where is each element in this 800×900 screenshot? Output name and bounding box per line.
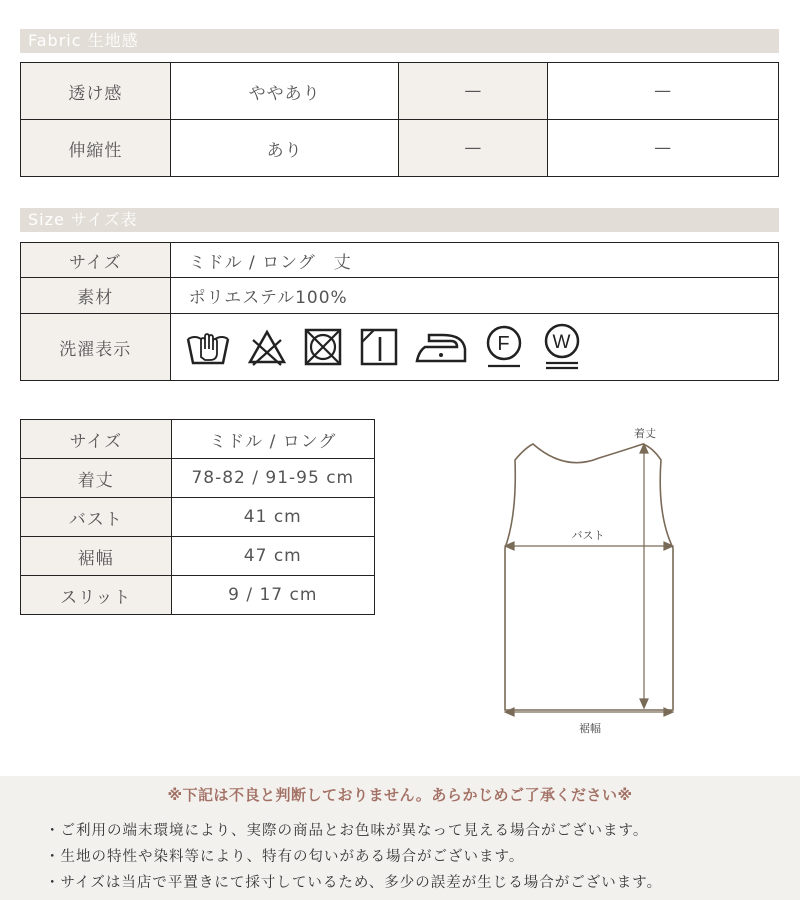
spec-label: 着丈 (21, 459, 172, 498)
fabric-cell: — (548, 120, 779, 177)
fabric-cell: — (399, 120, 548, 177)
spec-value: 78-82 / 91-95 cm (171, 459, 374, 498)
fabric-cell: — (548, 63, 779, 120)
diagram-length-label: 着丈 (634, 427, 656, 440)
fabric-section-header: Fabric 生地感 (20, 29, 779, 53)
fabric-table (20, 62, 779, 177)
material-label: 素材 (21, 278, 171, 314)
spec-label: 裾幅 (21, 537, 172, 576)
size-label: サイズ (21, 243, 171, 278)
spec-value: ミドル / ロング (171, 420, 374, 459)
diagram-bust-label: バスト (571, 529, 605, 542)
low-iron-icon (415, 327, 467, 367)
table-row (21, 498, 375, 537)
table-row (21, 243, 779, 278)
diagram-hem-label: 裾幅 (579, 722, 601, 735)
table-row (21, 537, 375, 576)
no-tumble-dry-icon (303, 327, 343, 367)
fabric-label-sheerness: 透け感 (21, 63, 171, 120)
table-row (21, 459, 375, 498)
spec-label: スリット (21, 576, 172, 615)
table-row (21, 420, 375, 459)
notes-title: ※下記は不良と判断しておりません。あらかじめご了承ください※ (167, 786, 633, 804)
no-bleach-icon (247, 328, 287, 366)
notes-section (0, 776, 800, 900)
size-info-table (20, 242, 779, 381)
fabric-cell: — (399, 63, 548, 120)
care-letter-f: F (496, 333, 511, 355)
fabric-label-stretch: 伸縮性 (21, 120, 171, 177)
size-value: ミドル / ロング 丈 (170, 243, 778, 278)
size-section-header: Size サイズ表 (20, 208, 779, 232)
material-value: ポリエステル100% (170, 278, 778, 314)
list-item: ・ご利用の端末環境により、実際の商品とお色味が異なって見える場合がございます。 (45, 823, 649, 839)
line-dry-shade-icon (359, 327, 399, 367)
table-row (21, 314, 779, 381)
garment-outline (505, 444, 673, 710)
table-row (21, 63, 779, 120)
size-spec-table (20, 419, 375, 615)
fabric-value-stretch: あり (170, 120, 399, 177)
spec-label: サイズ (21, 420, 172, 459)
care-icons-cell (170, 314, 778, 381)
garment-diagram (495, 420, 695, 740)
spec-value: 47 cm (171, 537, 374, 576)
care-label: 洗濯表示 (21, 314, 171, 381)
wet-clean-w-icon (541, 322, 583, 372)
dry-clean-f-icon (483, 324, 525, 370)
table-row (21, 120, 779, 177)
hand-wash-icon (185, 327, 231, 367)
fabric-value-sheerness: ややあり (170, 63, 399, 120)
list-item: ・サイズは当店で平置きにて採寸しているため、多少の誤差が生じる場合がございます。 (45, 875, 663, 891)
list-item: ・生地の特性や染料等により、特有の匂いがある場合がございます。 (45, 849, 525, 865)
care-letter-w: W (552, 332, 572, 353)
spec-value: 9 / 17 cm (171, 576, 374, 615)
spec-value: 41 cm (171, 498, 374, 537)
table-row (21, 278, 779, 314)
spec-label: バスト (21, 498, 172, 537)
notes-list (45, 818, 662, 896)
table-row (21, 576, 375, 615)
